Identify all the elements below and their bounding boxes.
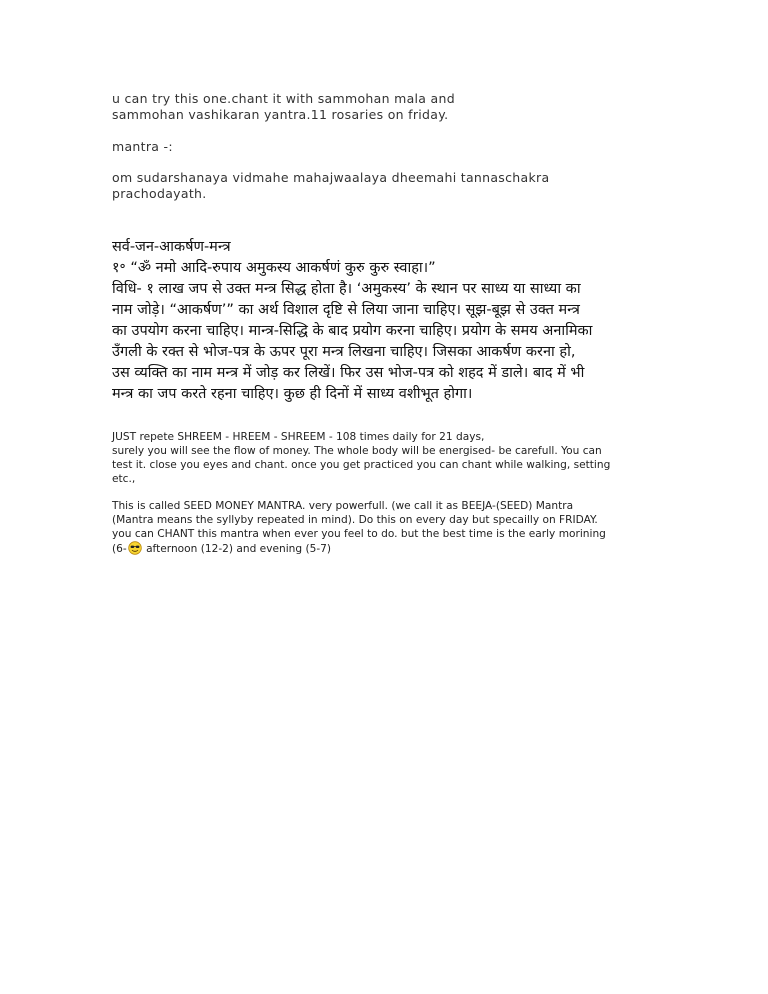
hindi-line-4: का उपयोग करना चाहिए। मान्त्र-सिद्धि के बाद प्रयोग करना चाहिए। प्रयोग के समय अनामिका [112,323,593,339]
seed-line-3: you can CHANT this mantra when ever you feel to do. but the best time is the early morining [112,528,606,540]
mantra-label: mantra -: [112,139,173,154]
hindi-line-1: १॰ “ॐ नमो आदि-रुपाय अमुकस्य आकर्षणं कुरु कुरु स्वाहा।” [112,260,436,276]
intro-paragraph [112,91,532,123]
seed-line-4 [112,541,652,556]
intro-line-1: u can try this one.chant it with sammohan mala and [112,91,455,106]
intro-line-2: sammohan vashikaran yantra.11 rosaries on friday. [112,107,449,122]
hindi-title: सर्व-जन-आकर्षण-मन्त्र [112,239,231,255]
seed-line-4-start: (6- [112,543,127,555]
shreem-paragraph [112,430,652,486]
hindi-line-3: नाम जोड़े। “आकर्षण’” का अर्थ विशाल दृष्टि से लिया जाना चाहिए। सूझ-बूझ से उक्त मन्त्र [112,302,580,318]
shreem-line-1: JUST repete SHREEM - HREEM - SHREEM - 108 times daily for 21 days, [112,431,485,443]
seed-line-4-end: afternoon (12-2) and evening (5-7) [142,543,332,555]
mantra-text [112,170,582,202]
hindi-line-6: उस व्यक्ति का नाम मन्त्र में जोड़ कर लिखें। फिर उस भोज-पत्र को शहद में डाले। बाद में भी [112,365,585,381]
mantra-text-line-2: prachodayath. [112,186,207,201]
seed-mantra-paragraph [112,499,652,556]
hindi-line-7: मन्त्र का जप करते रहना चाहिए। कुछ ही दिनों में साध्य वशीभूत होगा। [112,386,473,402]
shreem-line-2: surely you will see the flow of money. The whole body will be energised- be carefull. You can [112,445,602,457]
seed-line-1: This is called SEED MONEY MANTRA. very powerfull. (we call it as BEEJA-(SEED) Mantra [112,500,574,512]
hindi-line-2: विधि- १ लाख जप से उक्त मन्त्र सिद्ध होता है। ‘अमुकस्य’ के स्थान पर साध्य या साध्या का [112,281,581,297]
shreem-line-3: test it. close you eyes and chant. once you get practiced you can chant while walking, setting [112,459,611,471]
smiley-sunglasses-icon [128,541,142,555]
mantra-text-line-1: om sudarshanaya vidmahe mahajwaalaya dheemahi tannaschakra [112,170,550,185]
shreem-line-4: etc., [112,473,136,485]
seed-line-2: (Mantra means the syllyby repeated in mind). Do this on every day but specailly on FRIDAY. [112,514,598,526]
hindi-mantra-section [112,237,652,405]
hindi-line-5: उँगली के रक्त से भोज-पत्र के ऊपर पूरा मन्त्र लिखना चाहिए। जिसका आकर्षण करना हो, [112,344,576,360]
